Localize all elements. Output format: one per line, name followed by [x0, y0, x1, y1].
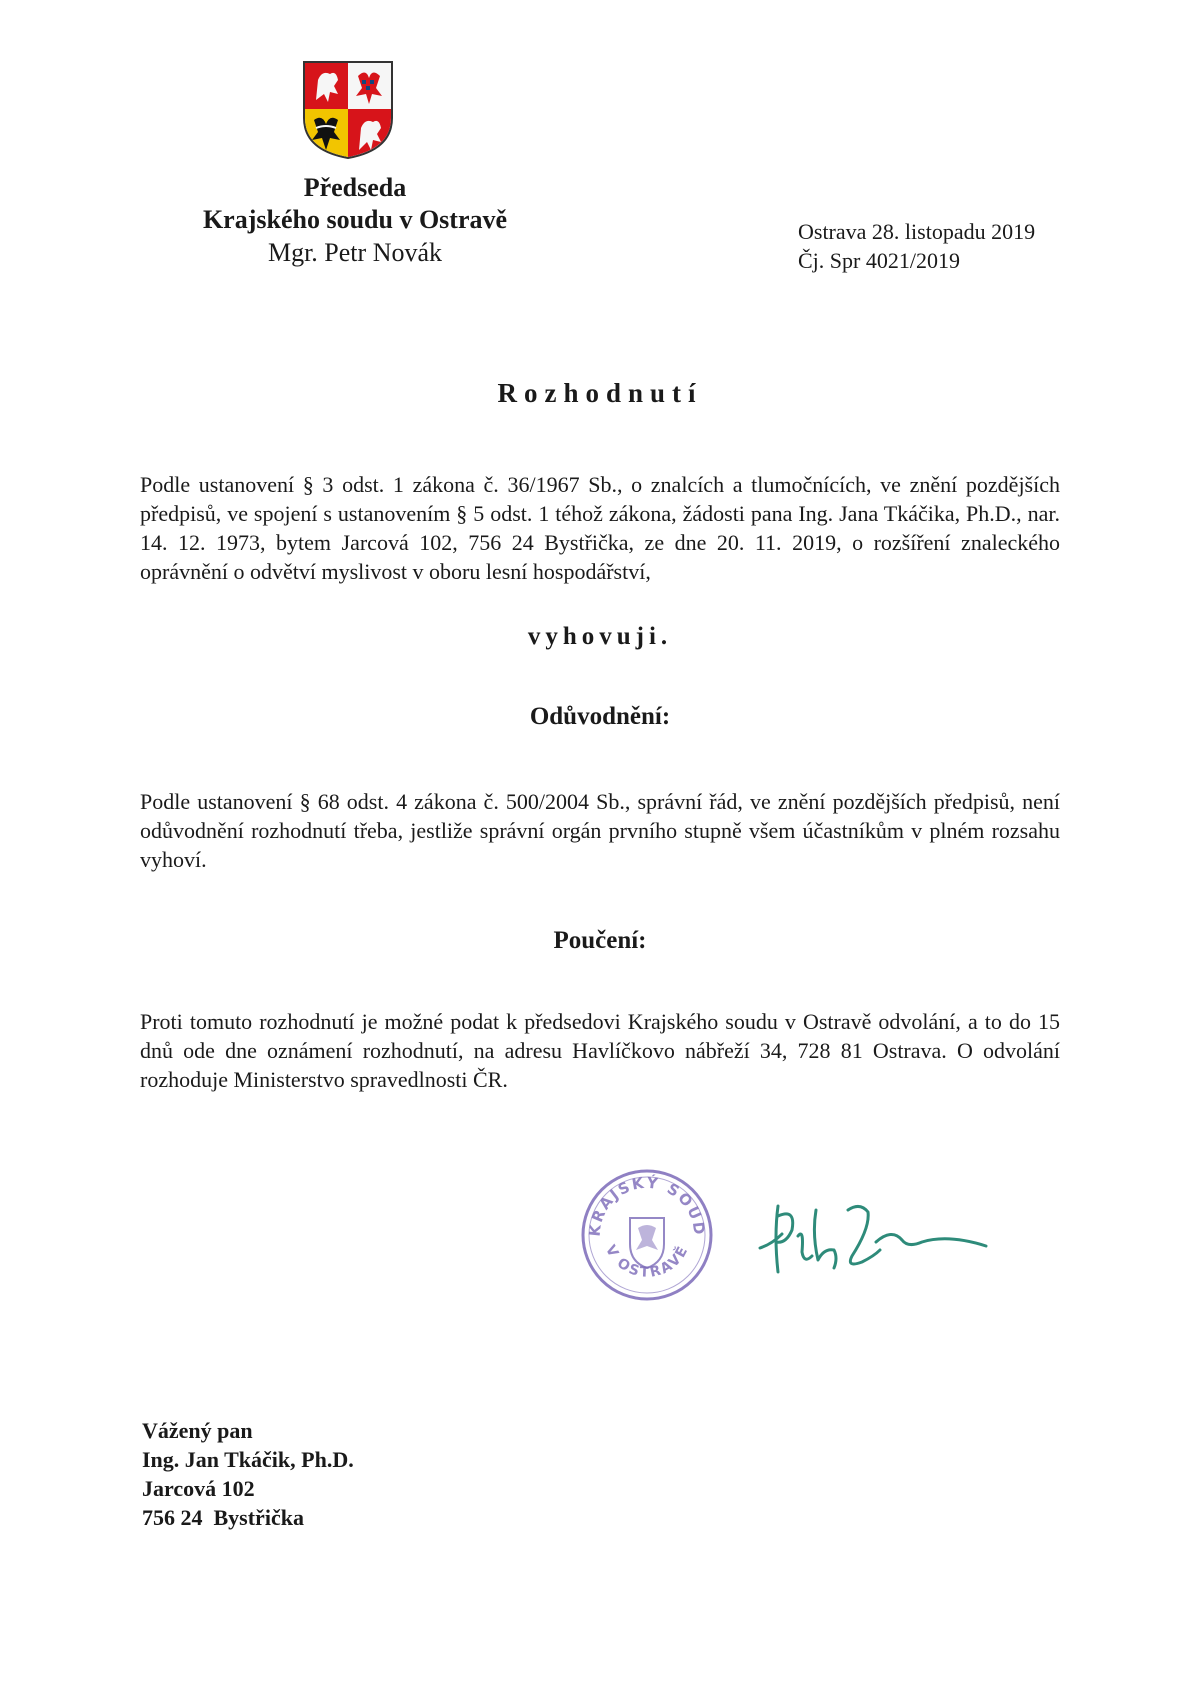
document-date: Ostrava 28. listopadu 2019 [798, 219, 1036, 244]
recipient-address [142, 1416, 354, 1532]
verdict: vyhovuji. [527, 623, 673, 650]
signature-icon [752, 1186, 992, 1282]
instruction-heading: Poučení: [553, 927, 647, 954]
reference-number: Čj. Spr 4021/2019 [798, 248, 960, 273]
issuer-title: Předseda [303, 173, 407, 202]
issuer-name: Mgr. Petr Novák [267, 238, 443, 267]
recipient-street: Jarcová 102 [142, 1476, 255, 1501]
recipient-salutation: Vážený pan [142, 1418, 253, 1443]
decision-paragraph: Podle ustanovení § 3 odst. 1 zákona č. 36/1967 Sb., o znalcích a tlumočnících, ve znění pozdějších předpisů, ve spojení s ustanovením § 5 odst. 1 téhož zákona, žádosti pana Ing. Jana Tkáčika, Ph.D., nar. 14. 12. 1973, bytem Jarcová 102, 756 24 Bystřička, ze dne 20. 11. 2019, o rozšíření znaleckého oprávnění o odvětví myslivost v oboru lesní hospodářství, [140, 472, 1060, 584]
court-stamp-icon [578, 1166, 716, 1304]
svg-text:V OSTRAVĚ: V OSTRAVĚ [601, 1242, 693, 1281]
document-title: Rozhodnutí [497, 378, 703, 408]
czech-coat-of-arms-icon [300, 58, 396, 160]
recipient-city: 756 24 Bystřička [142, 1505, 304, 1530]
instruction-paragraph: Proti tomuto rozhodnutí je možné podat k předsedovi Krajského soudu v Ostravě odvolání, a to do 15 dnů ode dne oznámení rozhodnutí, na adresu Havlíčkovo nábřeží 34, 728 81 Ostrava. O odvolání rozhoduje Ministerstvo spravedlnosti ČR. [140, 1009, 1060, 1092]
issuer-court: Krajského soudu v Ostravě [202, 205, 508, 234]
date-reference [798, 217, 1035, 275]
justification-heading: Odůvodnění: [529, 703, 671, 730]
svg-text:KRAJSKÝ SOUD: KRAJSKÝ SOUD [585, 1173, 709, 1238]
recipient-name: Ing. Jan Tkáčik, Ph.D. [142, 1447, 354, 1472]
justification-paragraph: Podle ustanovení § 68 odst. 4 zákona č. 500/2004 Sb., správní řád, ve znění pozdějších předpisů, není odůvodnění rozhodnutí třeba, jestliže správní orgán prvního stupně všem účastníkům v plném rozsahu vyhoví. [140, 789, 1060, 872]
issuer-header [170, 172, 540, 270]
